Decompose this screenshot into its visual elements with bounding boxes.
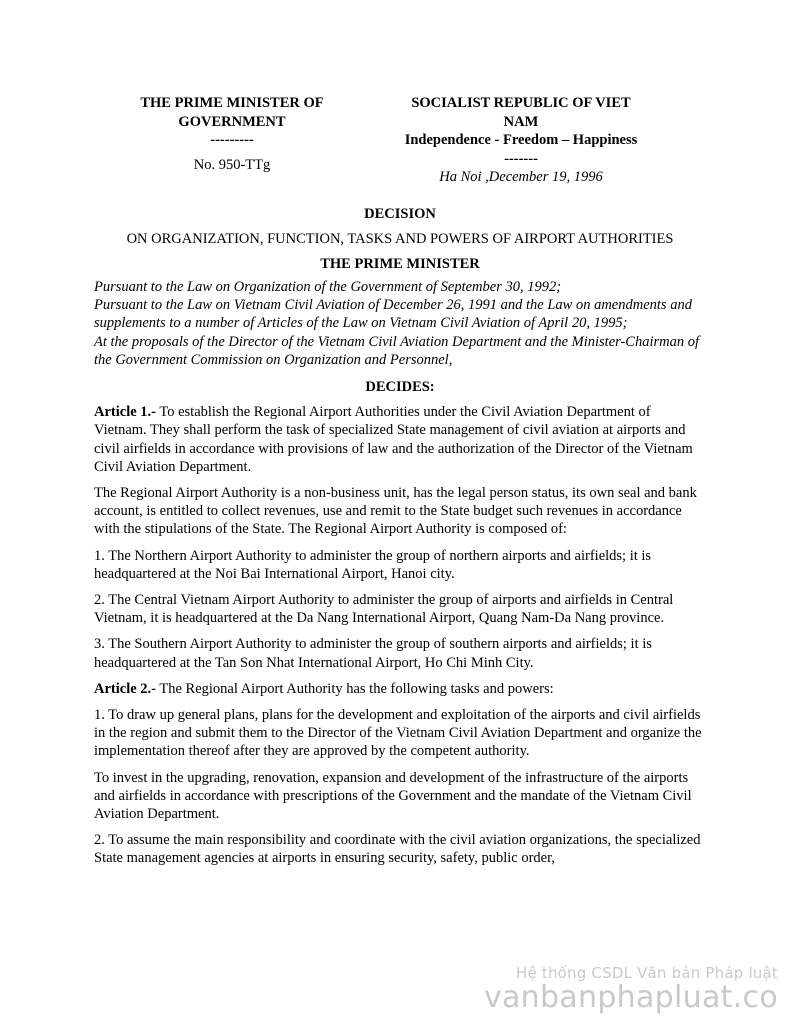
article-paragraph: 2. To assume the main responsibility and coordinate with the civil aviation organizations, the specialized State management agencies at airports in ensuring security, safety, public order, [94, 832, 701, 867]
watermark-line1: Hệ thống CSDL Văn bản Pháp luật [515, 964, 778, 982]
decides-heading: DECIDES: [365, 379, 435, 396]
preamble [94, 278, 706, 369]
document-title: DECISION [364, 206, 436, 222]
article-paragraph: 1. To draw up general plans, plans for the development and exploitation of the airports and civil airfields in the region and submit them to the Director of the Vietnam Civil Aviation Department and organize the implementation thereof after they are approved by the competent authority. [94, 707, 702, 760]
issuer-block [94, 94, 370, 174]
article-paragraph: 1. The Northern Airport Authority to administer the group of northern airports and airfields; it is headquartered at the Noi Bai International Airport, Hanoi city. [94, 547, 652, 582]
article-paragraph: 3. The Southern Airport Authority to administer the group of southern airports and airfields; it is headquartered at the Tan Son Nhat International Airport, Ho Chi Minh City. [94, 636, 652, 671]
document-number: No. 950-TTg [193, 156, 271, 173]
national-motto: Independence - Freedom – Happiness [404, 132, 638, 148]
document-subtitle: ON ORGANIZATION, FUNCTION, TASKS AND POWERS OF AIRPORT AUTHORITIES [126, 231, 674, 247]
article-1-text: To establish the Regional Airport Authorities under the Civil Aviation Department of Vietnam. They shall perform the task of specialized State management of civil aviation at airports and civil airfields in accordance with provisions of law and the authorization of the Director of the Vietnam Civil Aviation Department. [94, 404, 693, 475]
motto-divider: ------- [504, 150, 538, 167]
preamble-line: Pursuant to the Law on Organization of the Government of September 30, 1992; [94, 279, 562, 295]
watermark-line2: vanbanphapluat.co [483, 980, 778, 1015]
issuer-name-line2: GOVERNMENT [178, 113, 286, 130]
place-and-date: Ha Noi ,December 19, 1996 [439, 169, 603, 185]
article-2-text: The Regional Airport Authority has the following tasks and powers: [156, 680, 554, 697]
article-1-label: Article 1.- [94, 404, 156, 421]
article-1 [94, 403, 706, 476]
article-2-label: Article 2.- [94, 680, 156, 697]
national-title-block [370, 94, 672, 187]
article-paragraph: The Regional Airport Authority is a non-business unit, has the legal person status, its own seal and bank account, is entitled to collect revenues, use and remit to the State budget such revenues in accordance with the stipulations of the State. The Regional Airport Authority is composed of: [94, 485, 697, 538]
preamble-line: At the proposals of the Director of the Vietnam Civil Aviation Department and the Minister-Chairman of the Government Commission on Organization and Personnel, [94, 333, 700, 368]
country-name-line2: NAM [503, 113, 539, 130]
site-watermark [484, 964, 778, 1015]
article-2 [94, 680, 706, 698]
issuer-heading: THE PRIME MINISTER [320, 256, 480, 272]
country-name-line1: SOCIALIST REPUBLIC OF VIET [411, 95, 631, 111]
article-paragraph: 2. The Central Vietnam Airport Authority to administer the group of airports and airfields in Central Vietnam, it is headquartered at the Da Nang International Airport, Quang Nam-Da Nang province. [94, 592, 674, 627]
preamble-line: Pursuant to the Law on Vietnam Civil Aviation of December 26, 1991 and the Law on amendments and supplements to a number of Articles of the Law on Vietnam Civil Aviation of April 20, 1995; [94, 297, 692, 332]
article-paragraph: To invest in the upgrading, renovation, expansion and development of the infrastructure of the airports and airfields in accordance with prescriptions of the Government and the mandate of the Vietnam Civil Aviation Department. [94, 769, 692, 823]
issuer-divider: --------- [210, 132, 254, 148]
issuer-name-line1: THE PRIME MINISTER OF [140, 95, 324, 111]
document-page [94, 94, 706, 868]
document-header [94, 94, 706, 186]
